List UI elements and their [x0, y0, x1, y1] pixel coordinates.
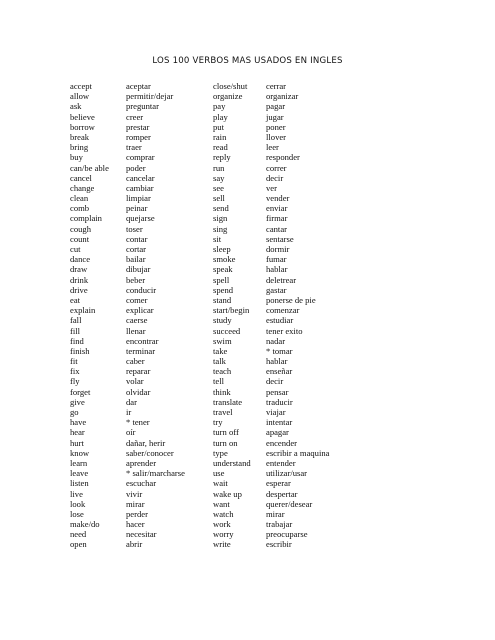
spanish-translation: limpiar: [126, 193, 151, 204]
english-verb: cough: [70, 223, 92, 234]
english-verb: have: [70, 417, 87, 428]
english-verb: draw: [70, 264, 88, 275]
spanish-translation: beber: [126, 274, 146, 285]
spanish-translation: intentar: [266, 417, 293, 428]
spanish-translation: escuchar: [126, 478, 157, 489]
english-verb: drive: [70, 284, 88, 295]
spanish-translation: decir: [266, 172, 284, 183]
spanish-translation: leer: [266, 142, 279, 153]
english-verb: wake up: [213, 488, 242, 499]
spanish-translation: comprar: [126, 152, 155, 163]
spanish-translation: preocuparse: [266, 529, 308, 540]
spanish-translation: escribir a maquina: [266, 447, 330, 458]
english-verb: sell: [213, 193, 225, 204]
spanish-translation: trabajar: [266, 519, 293, 530]
left-english-column: [70, 81, 109, 550]
english-verb: spend: [213, 284, 234, 295]
english-verb: sing: [213, 223, 228, 234]
spanish-translation: reparar: [126, 366, 151, 377]
spanish-translation: mirar: [126, 498, 145, 509]
english-verb: open: [70, 539, 87, 550]
spanish-translation: cancelar: [126, 172, 155, 183]
english-verb: take: [213, 345, 228, 356]
spanish-translation: romper: [126, 131, 151, 142]
english-verb: swim: [213, 335, 232, 346]
english-verb: give: [70, 396, 85, 407]
english-verb: find: [70, 335, 84, 346]
english-verb: talk: [213, 356, 226, 367]
spanish-translation: viajar: [266, 407, 286, 417]
english-verb: make/do: [70, 519, 100, 530]
spanish-translation: bailar: [126, 254, 146, 265]
spanish-translation: organizar: [266, 91, 299, 102]
english-verb: clean: [70, 193, 89, 204]
english-verb: write: [213, 539, 231, 550]
english-verb: fix: [70, 366, 80, 377]
spanish-translation: conducir: [126, 284, 157, 295]
english-verb: fit: [70, 356, 78, 367]
page-title: LOS 100 VERBOS MAS USADOS EN INGLES: [152, 56, 343, 66]
spanish-translation: firmar: [266, 213, 288, 224]
spanish-translation: creer: [126, 111, 144, 122]
spanish-translation: poner: [266, 121, 286, 132]
english-verb: run: [213, 162, 225, 173]
spanish-translation: saber/conocer: [126, 447, 174, 458]
spanish-translation: escribir: [266, 539, 292, 550]
english-verb: borrow: [70, 121, 95, 132]
english-verb: believe: [70, 111, 95, 122]
english-verb: cut: [70, 244, 81, 254]
english-verb: put: [213, 121, 224, 132]
english-verb: teach: [213, 366, 232, 377]
english-verb: sleep: [213, 244, 231, 254]
spanish-translation: * tomar: [266, 345, 293, 356]
spanish-translation: fumar: [266, 254, 287, 265]
english-verb: allow: [70, 91, 90, 102]
english-verb: turn off: [213, 427, 239, 438]
spanish-translation: poder: [126, 162, 146, 173]
english-verb: finish: [70, 345, 90, 356]
english-verb: see: [213, 182, 224, 193]
spanish-translation: comer: [126, 294, 148, 305]
english-verb: translate: [213, 396, 243, 407]
spanish-translation: permitir/dejar: [126, 91, 174, 102]
english-verb: learn: [70, 457, 88, 468]
spanish-translation: apagar: [266, 427, 289, 438]
english-verb: pay: [213, 101, 226, 112]
spanish-translation: nadar: [266, 335, 286, 346]
spanish-translation: cambiar: [126, 182, 154, 193]
spanish-translation: dormir: [266, 244, 290, 254]
english-verb: smoke: [213, 254, 236, 265]
spanish-translation: utilizar/usar: [266, 468, 308, 479]
spanish-translation: entender: [266, 457, 296, 468]
english-verb: use: [213, 468, 225, 479]
spanish-translation: * tener: [126, 417, 150, 428]
english-verb: eat: [70, 294, 81, 305]
spanish-translation: aceptar: [126, 81, 151, 91]
spanish-translation: dar: [126, 396, 137, 407]
english-verb: lose: [70, 508, 84, 519]
english-verb: work: [213, 519, 231, 530]
spanish-translation: cortar: [126, 244, 147, 254]
spanish-translation: traducir: [266, 396, 293, 407]
left-spanish-column: [126, 81, 185, 550]
spanish-translation: deletrear: [266, 274, 297, 285]
english-verb: comb: [70, 203, 90, 214]
right-spanish-column: [266, 81, 329, 550]
spanish-translation: querer/desear: [266, 498, 313, 509]
spanish-translation: olvidar: [126, 386, 151, 397]
spanish-translation: * salir/marcharse: [126, 468, 185, 479]
english-verb: dance: [70, 254, 91, 265]
english-verb: understand: [213, 457, 251, 468]
spanish-translation: cerrar: [266, 81, 287, 91]
spanish-translation: quejarse: [126, 213, 155, 224]
spanish-translation: correr: [266, 162, 287, 173]
english-verb: want: [213, 498, 230, 509]
english-verb: spell: [213, 274, 230, 285]
spanish-translation: encontrar: [126, 335, 159, 346]
spanish-translation: jugar: [266, 111, 284, 122]
english-verb: say: [213, 172, 225, 183]
spanish-translation: contar: [126, 233, 148, 244]
english-verb: listen: [70, 478, 89, 489]
spanish-translation: mirar: [266, 508, 285, 519]
spanish-translation: gastar: [266, 284, 287, 295]
english-verb: sign: [213, 213, 228, 224]
spanish-translation: dibujar: [126, 264, 151, 275]
spanish-translation: oír: [126, 427, 136, 438]
english-verb: turn on: [213, 437, 238, 448]
english-verb: live: [70, 488, 83, 499]
spanish-translation: decir: [266, 376, 284, 387]
english-verb: speak: [213, 264, 233, 275]
spanish-translation: peinar: [126, 203, 148, 214]
spanish-translation: aprender: [126, 457, 157, 468]
spanish-translation: volar: [126, 376, 144, 387]
english-verb: hear: [70, 427, 85, 438]
spanish-translation: necesitar: [126, 529, 157, 540]
spanish-translation: esperar: [266, 478, 291, 489]
spanish-translation: traer: [126, 142, 142, 153]
english-verb: close/shut: [213, 81, 248, 91]
english-verb: cancel: [70, 172, 92, 183]
english-verb: break: [70, 131, 90, 142]
spanish-translation: toser: [126, 223, 143, 234]
english-verb: complain: [70, 213, 102, 224]
english-verb: reply: [213, 152, 231, 163]
spanish-translation: enviar: [266, 203, 288, 214]
spanish-translation: comenzar: [266, 305, 300, 316]
english-verb: start/begin: [213, 305, 250, 316]
english-verb: leave: [70, 468, 89, 479]
spanish-translation: caerse: [126, 315, 148, 326]
spanish-translation: despertar: [266, 488, 298, 499]
spanish-translation: terminar: [126, 345, 156, 356]
english-verb: know: [70, 447, 90, 458]
english-verb: play: [213, 111, 228, 122]
english-verb: type: [213, 447, 228, 458]
english-verb: sit: [213, 233, 222, 244]
english-verb: hurt: [70, 437, 84, 448]
spanish-translation: pagar: [266, 101, 286, 112]
english-verb: accept: [70, 81, 92, 91]
spanish-translation: hablar: [266, 356, 288, 367]
english-verb: wait: [213, 478, 228, 489]
english-verb: rain: [213, 131, 227, 142]
spanish-translation: ver: [266, 182, 277, 193]
spanish-translation: encender: [266, 437, 298, 448]
spanish-translation: llover: [266, 131, 287, 142]
english-verb: study: [213, 315, 232, 326]
spanish-translation: sentarse: [266, 233, 294, 244]
spanish-translation: estudiar: [266, 315, 294, 326]
spanish-translation: dañar, herir: [126, 437, 166, 448]
spanish-translation: cantar: [266, 223, 287, 234]
spanish-translation: vender: [266, 193, 290, 204]
english-verb: count: [70, 233, 90, 244]
spanish-translation: ponerse de pie: [266, 294, 316, 305]
english-verb: explain: [70, 305, 96, 316]
spanish-translation: responder: [266, 152, 300, 163]
spanish-translation: vivir: [126, 488, 143, 499]
english-verb: worry: [213, 529, 234, 540]
spanish-translation: llenar: [126, 325, 146, 336]
spanish-translation: hablar: [266, 264, 288, 275]
english-verb: send: [213, 203, 229, 214]
english-verb: watch: [213, 508, 234, 519]
english-verb: change: [70, 182, 95, 193]
english-verb: ask: [70, 101, 82, 112]
spanish-translation: prestar: [126, 121, 150, 132]
english-verb: tell: [213, 376, 224, 387]
right-english-column: [213, 81, 251, 550]
english-verb: read: [213, 142, 228, 153]
spanish-translation: ir: [126, 407, 132, 417]
spanish-translation: tener exito: [266, 325, 303, 336]
spanish-translation: enseñar: [266, 366, 293, 377]
spanish-translation: hacer: [126, 519, 145, 530]
english-verb: look: [70, 498, 86, 509]
spanish-translation: perder: [126, 508, 148, 519]
english-verb: succeed: [213, 325, 241, 336]
english-verb: fill: [70, 325, 81, 336]
english-verb: stand: [213, 294, 232, 305]
english-verb: travel: [213, 407, 233, 417]
spanish-translation: preguntar: [126, 101, 159, 112]
english-verb: need: [70, 529, 87, 540]
english-verb: organize: [213, 91, 243, 102]
english-verb: drink: [70, 274, 89, 285]
english-verb: can/be able: [70, 162, 109, 173]
spanish-translation: explicar: [126, 305, 154, 316]
spanish-translation: abrir: [126, 539, 143, 550]
english-verb: forget: [70, 386, 91, 397]
spanish-translation: caber: [126, 356, 145, 367]
english-verb: bring: [70, 142, 89, 153]
english-verb: try: [213, 417, 223, 428]
english-verb: fall: [70, 315, 82, 326]
spanish-translation: pensar: [266, 386, 289, 397]
english-verb: fly: [70, 376, 80, 387]
english-verb: think: [213, 386, 231, 397]
english-verb: go: [70, 407, 79, 417]
english-verb: buy: [70, 152, 83, 163]
